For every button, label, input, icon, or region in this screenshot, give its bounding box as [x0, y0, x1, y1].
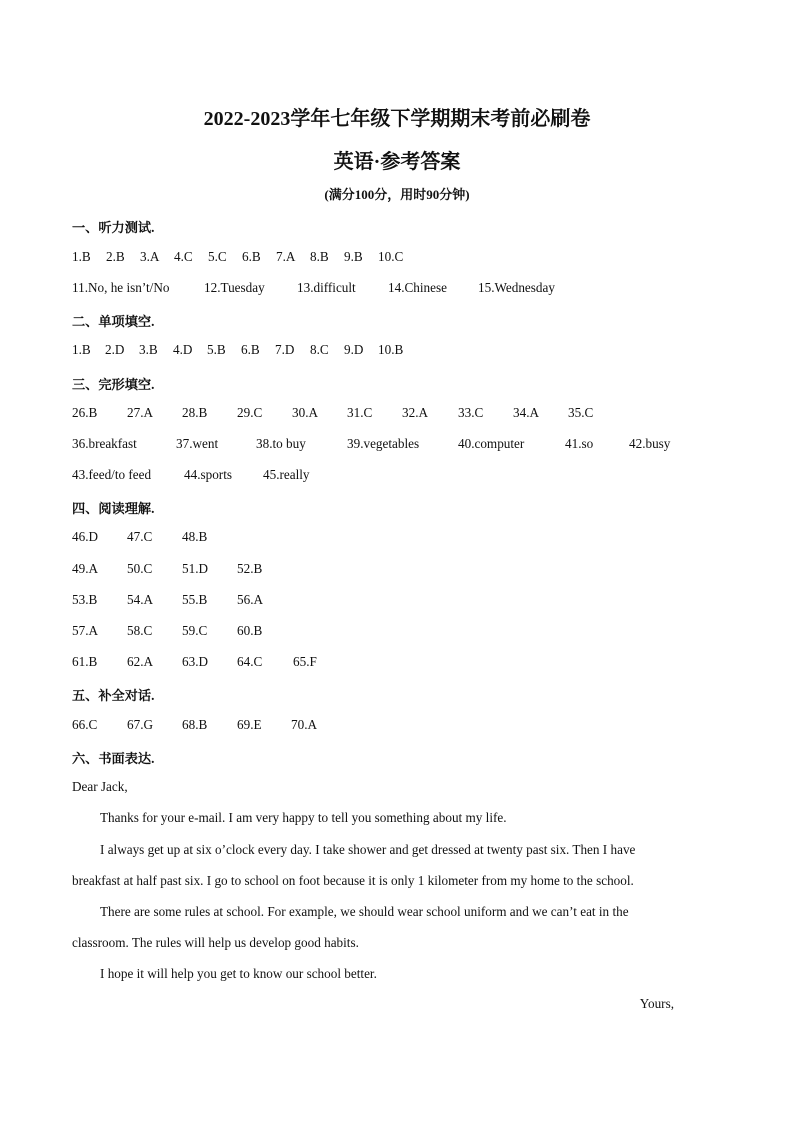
answer-item: 38.to buy — [256, 436, 306, 451]
essay-paragraph-3-line-1: There are some rules at school. For example, we should wear school uniform and we can’t eat in the — [100, 904, 629, 919]
section-heading-cloze: 三、完形填空. — [72, 377, 155, 392]
answer-item: 9.D — [344, 342, 364, 357]
answer-item: 59.C — [182, 623, 208, 638]
answer-item: 1.B — [72, 342, 91, 357]
answer-item: 40.computer — [458, 436, 525, 451]
answer-item: 5.B — [207, 342, 226, 357]
answer-item: 26.B — [72, 405, 98, 420]
answer-item: 3.A — [140, 249, 160, 264]
answer-item: 57.A — [72, 623, 99, 638]
answer-item: 12.Tuesday — [204, 280, 265, 295]
essay-paragraph-2-line-1: I always get up at six o’clock every day. I take shower and get dressed at twenty past six. Then I have — [100, 842, 636, 857]
answer-item: 47.C — [127, 529, 153, 544]
answer-item: 62.A — [127, 654, 154, 669]
answer-item: 8.B — [310, 249, 329, 264]
answer-item: 34.A — [513, 405, 540, 420]
page-title: 2022-2023学年七年级下学期期末考前必刷卷 — [203, 108, 591, 130]
answer-item: 48.B — [182, 529, 208, 544]
answer-item: 35.C — [568, 405, 594, 420]
answer-item: 4.C — [174, 249, 193, 264]
essay-paragraph-3-line-2: classroom. The rules will help us develop good habits. — [72, 935, 359, 950]
answer-item: 52.B — [237, 561, 263, 576]
answer-item: 6.B — [242, 249, 261, 264]
answer-item: 49.A — [72, 561, 99, 576]
answer-item: 63.D — [182, 654, 209, 669]
essay-paragraph-1: Thanks for your e-mail. I am very happy to tell you something about my life. — [100, 810, 507, 825]
answer-item: 27.A — [127, 405, 154, 420]
answer-item: 58.C — [127, 623, 153, 638]
answer-item: 13.difficult — [297, 280, 356, 295]
answer-item: 11.No, he isn’t/No — [72, 280, 170, 295]
answer-item: 7.D — [275, 342, 295, 357]
answer-item: 39.vegetables — [347, 436, 420, 451]
answer-item: 45.really — [263, 467, 310, 482]
answer-item: 36.breakfast — [72, 436, 137, 451]
answer-item: 32.A — [402, 405, 429, 420]
essay-paragraph-4: I hope it will help you get to know our school better. — [100, 966, 377, 981]
answer-item: 60.B — [237, 623, 263, 638]
answer-item: 2.B — [106, 249, 125, 264]
answer-item: 33.C — [458, 405, 484, 420]
answer-item: 51.D — [182, 561, 209, 576]
answer-item: 3.B — [139, 342, 158, 357]
answer-item: 67.G — [127, 717, 154, 732]
section-heading-listening: 一、听力测试. — [72, 220, 155, 235]
essay-greeting: Dear Jack, — [72, 779, 128, 794]
page-subtitle: 英语·参考答案 — [333, 151, 461, 173]
answer-item: 46.D — [72, 529, 99, 544]
answer-item: 66.C — [72, 717, 98, 732]
answer-item: 42.busy — [629, 436, 671, 451]
answer-item: 14.Chinese — [388, 280, 447, 295]
section-heading-dialogue: 五、补全对话. — [72, 688, 155, 703]
answer-item: 41.so — [565, 436, 594, 451]
essay-closing: Yours, — [639, 996, 674, 1011]
answer-item: 70.A — [291, 717, 318, 732]
answer-item: 56.A — [237, 592, 264, 607]
answer-item: 50.C — [127, 561, 153, 576]
answer-item: 6.B — [241, 342, 260, 357]
answer-item: 5.C — [208, 249, 227, 264]
answer-item: 15.Wednesday — [478, 280, 555, 295]
answer-item: 30.A — [292, 405, 319, 420]
answer-item: 37.went — [176, 436, 219, 451]
answer-item: 10.B — [378, 342, 404, 357]
answer-item: 2.D — [105, 342, 125, 357]
answer-item: 44.sports — [184, 467, 232, 482]
answer-item: 64.C — [237, 654, 263, 669]
answer-item: 43.feed/to feed — [72, 467, 152, 482]
answer-item: 54.A — [127, 592, 154, 607]
answer-item: 55.B — [182, 592, 208, 607]
section-heading-writing: 六、书面表达. — [72, 751, 155, 766]
answer-item: 8.C — [310, 342, 329, 357]
answer-item: 61.B — [72, 654, 98, 669]
answer-item: 29.C — [237, 405, 263, 420]
answer-item: 7.A — [276, 249, 296, 264]
section-heading-reading: 四、阅读理解. — [72, 501, 155, 516]
answer-item: 1.B — [72, 249, 91, 264]
section-heading-single-choice: 二、单项填空. — [72, 314, 155, 329]
answer-item: 53.B — [72, 592, 98, 607]
answer-item: 65.F — [293, 654, 317, 669]
answer-item: 4.D — [173, 342, 193, 357]
answer-item: 10.C — [378, 249, 404, 264]
answer-item: 9.B — [344, 249, 363, 264]
answer-item: 69.E — [237, 717, 262, 732]
answer-item: 31.C — [347, 405, 373, 420]
answer-item: 68.B — [182, 717, 208, 732]
score-time-note: (满分100分，用时90分钟) — [324, 187, 470, 202]
essay-paragraph-2-line-2: breakfast at half past six. I go to school on foot because it is only 1 kilometer from my home to the school. — [72, 873, 634, 888]
answer-item: 28.B — [182, 405, 208, 420]
